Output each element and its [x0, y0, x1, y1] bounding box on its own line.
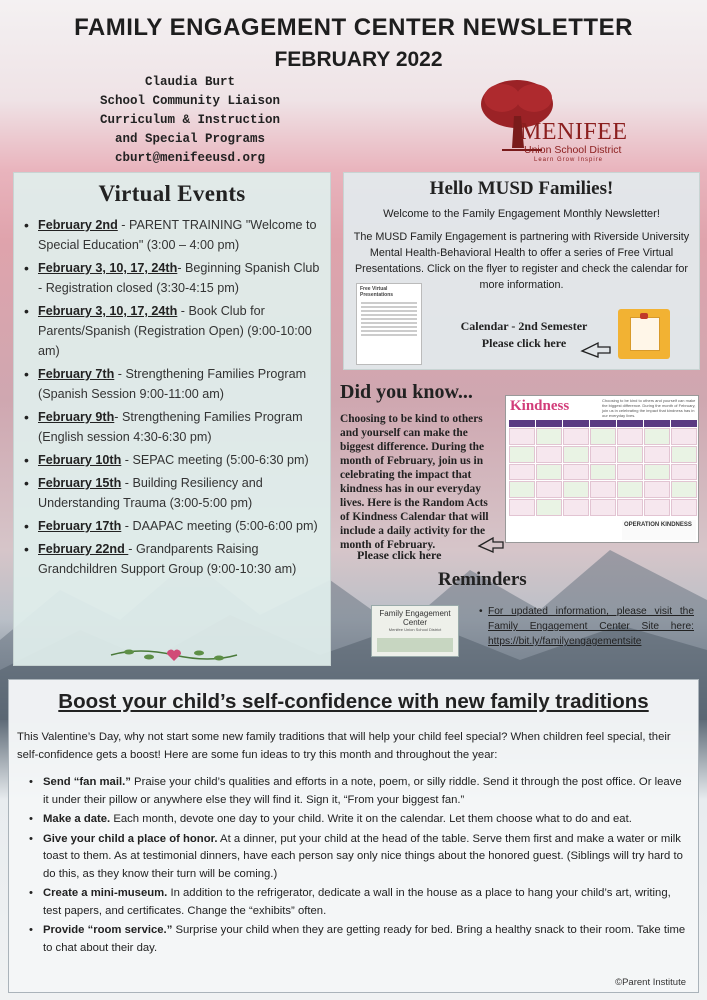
event-item [22, 407, 322, 447]
thumbnail-title: Family Engagement Center [379, 609, 451, 627]
tip-item [29, 811, 686, 829]
contact-dept-2: and Special Programs [114, 132, 266, 146]
reminders-title: Reminders [438, 569, 527, 590]
event-item [22, 301, 322, 361]
event-text: - Strengthening Families Program (Spanish Session 9:00-11:00 am) [38, 367, 307, 401]
event-date: February 22nd [38, 542, 129, 556]
hello-body: The MUSD Family Engagement is partnering with Riverside University Mental Health-Behavioral Health to offer a series of Free Virtual Presentations. Click on the flyer to register and check the calendar for more information. [353, 231, 690, 291]
event-text: - Grandparents Raising Grandchildren Support Group (9:00-10:30 am) [38, 542, 297, 576]
tips-list [29, 774, 686, 957]
tip-heading: Create a mini-museum. [43, 887, 168, 899]
did-you-know-title: Did you know... [340, 381, 473, 403]
event-item [22, 516, 322, 536]
events-list [22, 215, 322, 579]
event-date: February 7th [38, 367, 115, 381]
newsletter-title: FAMILY ENGAGEMENT CENTER NEWSLETTER [74, 14, 633, 41]
reminder-text[interactable] [488, 604, 694, 649]
source-credit: ©Parent Institute [615, 977, 686, 988]
contact-name: Claudia Burt [144, 75, 235, 89]
arrow-right-icon [477, 534, 505, 554]
tip-heading: Make a date. [43, 813, 111, 825]
hello-welcome: Welcome to the Family Engagement Monthly Newsletter! [383, 208, 660, 220]
hello-title: Hello MUSD Families! [429, 178, 614, 199]
flyer-title: Free Virtual Presentations [360, 286, 394, 298]
event-text: - Building Resiliency and Understanding Trauma (3:00-5:00 pm) [38, 476, 263, 510]
contact-dept: Curriculum & Instruction [99, 113, 281, 127]
kindness-calendar-grid [509, 420, 697, 516]
event-date: February 2nd [38, 218, 118, 232]
contact-block [70, 73, 310, 168]
kindness-calendar-title: Kindness [510, 398, 570, 414]
kindness-calendar[interactable] [505, 395, 699, 543]
event-item [22, 539, 322, 579]
contact-email[interactable]: cburt@menifeeusd.org [114, 151, 266, 165]
tip-item [29, 922, 686, 957]
calendar-link-action: Please click here [481, 336, 567, 350]
tip-text: Praise your child’s qualities and efforts in a note, poem, or silly riddle. Send it through the post office. Or leave it under their pillow or anywhere else they will find it. Sign it, “From your biggest fan.” [43, 776, 682, 806]
family-engagement-site-thumbnail[interactable] [371, 605, 459, 657]
event-text: - PARENT TRAINING "Welcome to Special Education" (3:00 – 4:00 pm) [38, 218, 317, 252]
event-text: - Strengthening Families Program (English session 4:30-6:30 pm) [38, 410, 303, 444]
calendar-link-title: Calendar - 2nd Semester [460, 319, 588, 333]
virtual-events-title: Virtual Events [98, 181, 246, 206]
event-item [22, 364, 322, 404]
did-you-know-text: Choosing to be kind to others and yourself can make the biggest difference. During the month of February, join us in celebrating the impact that kindness has in our everyday lives. Here is the Random Acts of Kindness Calendar that will include a daily activity for the month of February. [340, 413, 489, 551]
event-item [22, 258, 322, 298]
kindness-link[interactable]: Please click here [357, 548, 442, 562]
kindness-calendar-sub: Choosing to be kind to others and yourself can make the biggest difference. During the month of February, join us in celebrating the impact that kindness has in our everyday lives. [602, 398, 696, 418]
logo-name: MENIFEE [520, 119, 628, 145]
virtual-events-panel [13, 172, 331, 666]
kindness-calendar-footer: OPERATION KINDNESS [622, 520, 696, 540]
event-text: - SEPAC meeting (5:00-6:30 pm) [121, 453, 309, 467]
event-date: February 3, 10, 17, 24th [38, 304, 178, 318]
logo-subtitle: Union School District [524, 144, 622, 156]
event-date: February 15th [38, 476, 122, 490]
tip-text: In addition to the refrigerator, dedicate a wall in the house as a place to hang your child’s art, writing, test papers, and certificates. Change the “exhibits” often. [43, 887, 671, 917]
event-date: February 17th [38, 519, 122, 533]
tip-text: At a dinner, put your child at the head of the table. Serve them first and make a water or milk toast to them. As at testimonial dinners, have each person say only nice things about the honored guest. (Siblings will try hard to do this, as they know their turn will be coming.) [43, 832, 683, 880]
arrow-right-icon [580, 339, 612, 359]
tip-item [29, 885, 686, 920]
contact-role: School Community Liaison [99, 94, 281, 108]
boost-intro: This Valentine’s Day, why not start some new family traditions that will help your child feel special? When children feel special, their self-confidence gets a boost! Here are some fun ideas to try this month and throughout the year: [17, 731, 671, 761]
presentation-flyer[interactable] [356, 283, 422, 365]
event-date: February 3, 10, 17, 24th [38, 261, 178, 275]
calendar-icon[interactable] [618, 309, 670, 359]
hello-panel [343, 172, 700, 370]
tip-text: Each month, devote one day to your child. Write it on the calendar. Let them choose what to do and eat. [110, 813, 632, 825]
boost-confidence-panel [8, 679, 699, 993]
event-date: February 10th [38, 453, 122, 467]
event-text: - Book Club for Parents/Spanish (Registration Open) (9:00-10:00 am) [38, 304, 312, 358]
tip-item [29, 774, 686, 809]
event-item [22, 450, 322, 470]
boost-title: Boost your child’s self-confidence with new family traditions [58, 690, 649, 713]
tip-item [29, 831, 686, 884]
logo-tagline: Learn Grow Inspire [534, 157, 604, 163]
heart-vine-icon [109, 645, 239, 665]
tip-heading: Send “fan mail.” [43, 776, 131, 788]
event-date: February 9th [38, 410, 115, 424]
newsletter-date: FEBRUARY 2022 [274, 48, 443, 71]
tip-heading: Provide “room service.” [43, 924, 173, 936]
event-text: - DAAPAC meeting (5:00-6:00 pm) [121, 519, 318, 533]
tip-heading: Give your child a place of honor. [43, 832, 218, 845]
thumbnail-subtitle: Menifee Union School District [388, 627, 442, 632]
event-item [22, 473, 322, 513]
reminder-link-text[interactable]: For updated information, please visit the Family Engagement Center Site here: https://bit.ly/familyengagementsite [488, 606, 694, 647]
event-text: - Beginning Spanish Club - Registration closed (3:30-4:15 pm) [38, 261, 320, 295]
event-item [22, 215, 322, 255]
tip-text: Surprise your child when they are getting ready for bed. Bring a healthy snack to their room. Take time to chat about their day. [43, 924, 686, 954]
